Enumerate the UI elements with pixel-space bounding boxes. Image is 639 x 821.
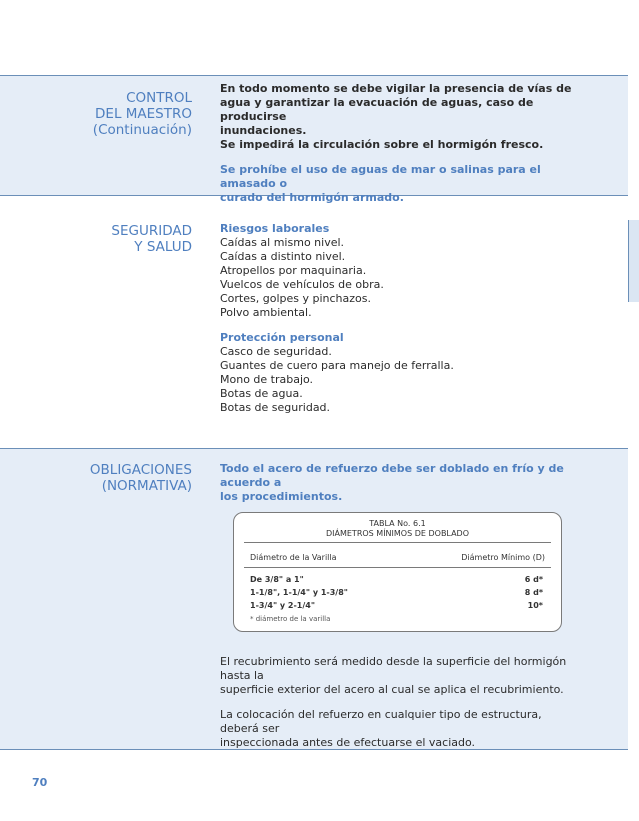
section-obligaciones-body — [220, 655, 572, 750]
riesgos-title: Riesgos laborales — [220, 222, 330, 235]
page-number: 70 — [32, 776, 48, 789]
list-item: Mono de trabajo. — [220, 373, 314, 386]
paragraph-line: inundaciones. — [220, 124, 307, 137]
side-tab-marker — [628, 220, 639, 302]
list-item: Polvo ambiental. — [220, 306, 312, 319]
list-item: Casco de seguridad. — [220, 345, 332, 358]
bending-diameter-table — [233, 512, 562, 632]
list-item: Guantes de cuero para manejo de ferralla. — [220, 359, 454, 372]
proteccion-title: Protección personal — [220, 331, 344, 344]
table-cell-minimo: 6 d* — [524, 575, 543, 584]
paragraph-line: La colocación del refuerzo en cualquier tipo de estructura, deberá ser — [220, 708, 542, 735]
section-obligaciones-label — [12, 462, 192, 494]
intro-line: los procedimientos. — [220, 490, 343, 503]
table-cell-varilla: 1-1/8", 1-1/4" y 1-3/8" — [250, 588, 348, 597]
table-divider — [244, 542, 551, 543]
table-cell-varilla: De 3/8" a 1" — [250, 575, 304, 584]
label-line: DEL MAESTRO — [95, 106, 192, 122]
label-line: CONTROL — [126, 90, 192, 106]
list-item: Atropellos por maquinaria. — [220, 264, 367, 277]
paragraph-line: Se impedirá la circulación sobre el hormigón fresco. — [220, 138, 544, 151]
list-item: Botas de agua. — [220, 387, 303, 400]
section-control-content — [220, 82, 580, 205]
label-line: Y SALUD — [134, 239, 192, 255]
paragraph-line: agua y garantizar la evacuación de aguas, caso de producirse — [220, 96, 534, 123]
label-line: OBLIGACIONES — [89, 462, 192, 478]
prohibition-line: Se prohíbe el uso de aguas de mar o salinas para el amasado o — [220, 163, 541, 190]
table-title: TABLA No. 6.1 — [369, 519, 426, 528]
section-seguridad-label — [12, 223, 192, 255]
section-control-label — [12, 90, 192, 138]
table-footnote: * diámetro de la varilla — [250, 615, 331, 623]
label-line: (Continuación) — [92, 122, 192, 138]
list-item: Cortes, golpes y pinchazos. — [220, 292, 371, 305]
list-item: Caídas al mismo nivel. — [220, 236, 345, 249]
prohibition-line: curado del hormigón armado. — [220, 191, 404, 204]
list-item: Botas de seguridad. — [220, 401, 331, 414]
table-cell-varilla: 1-3/4" y 2-1/4" — [250, 601, 316, 610]
table-divider — [244, 567, 551, 568]
paragraph-line: superficie exterior del acero al cual se aplica el recubrimiento. — [220, 683, 564, 696]
table-cell-minimo: 10* — [527, 601, 543, 610]
list-item: Vuelcos de vehículos de obra. — [220, 278, 384, 291]
intro-line: Todo el acero de refuerzo debe ser doblado en frío y de acuerdo a — [220, 462, 564, 489]
column-header-minimo: Diámetro Mínimo (D) — [461, 553, 545, 562]
list-item: Caídas a distinto nivel. — [220, 250, 346, 263]
paragraph-line: El recubrimiento será medido desde la superficie del hormigón hasta la — [220, 655, 567, 682]
paragraph-line: En todo momento se debe vigilar la presencia de vías de — [220, 82, 572, 95]
section-obligaciones-intro — [220, 462, 580, 504]
section-seguridad-content — [220, 222, 570, 415]
label-line: (NORMATIVA) — [101, 478, 192, 494]
label-line: SEGURIDAD — [111, 223, 192, 239]
paragraph-line: inspeccionada antes de efectuarse el vaciado. — [220, 736, 476, 749]
table-cell-minimo: 8 d* — [524, 588, 543, 597]
table-subtitle: DIÁMETROS MÍNIMOS DE DOBLADO — [325, 529, 469, 538]
column-header-varilla: Diámetro de la Varilla — [250, 553, 337, 562]
